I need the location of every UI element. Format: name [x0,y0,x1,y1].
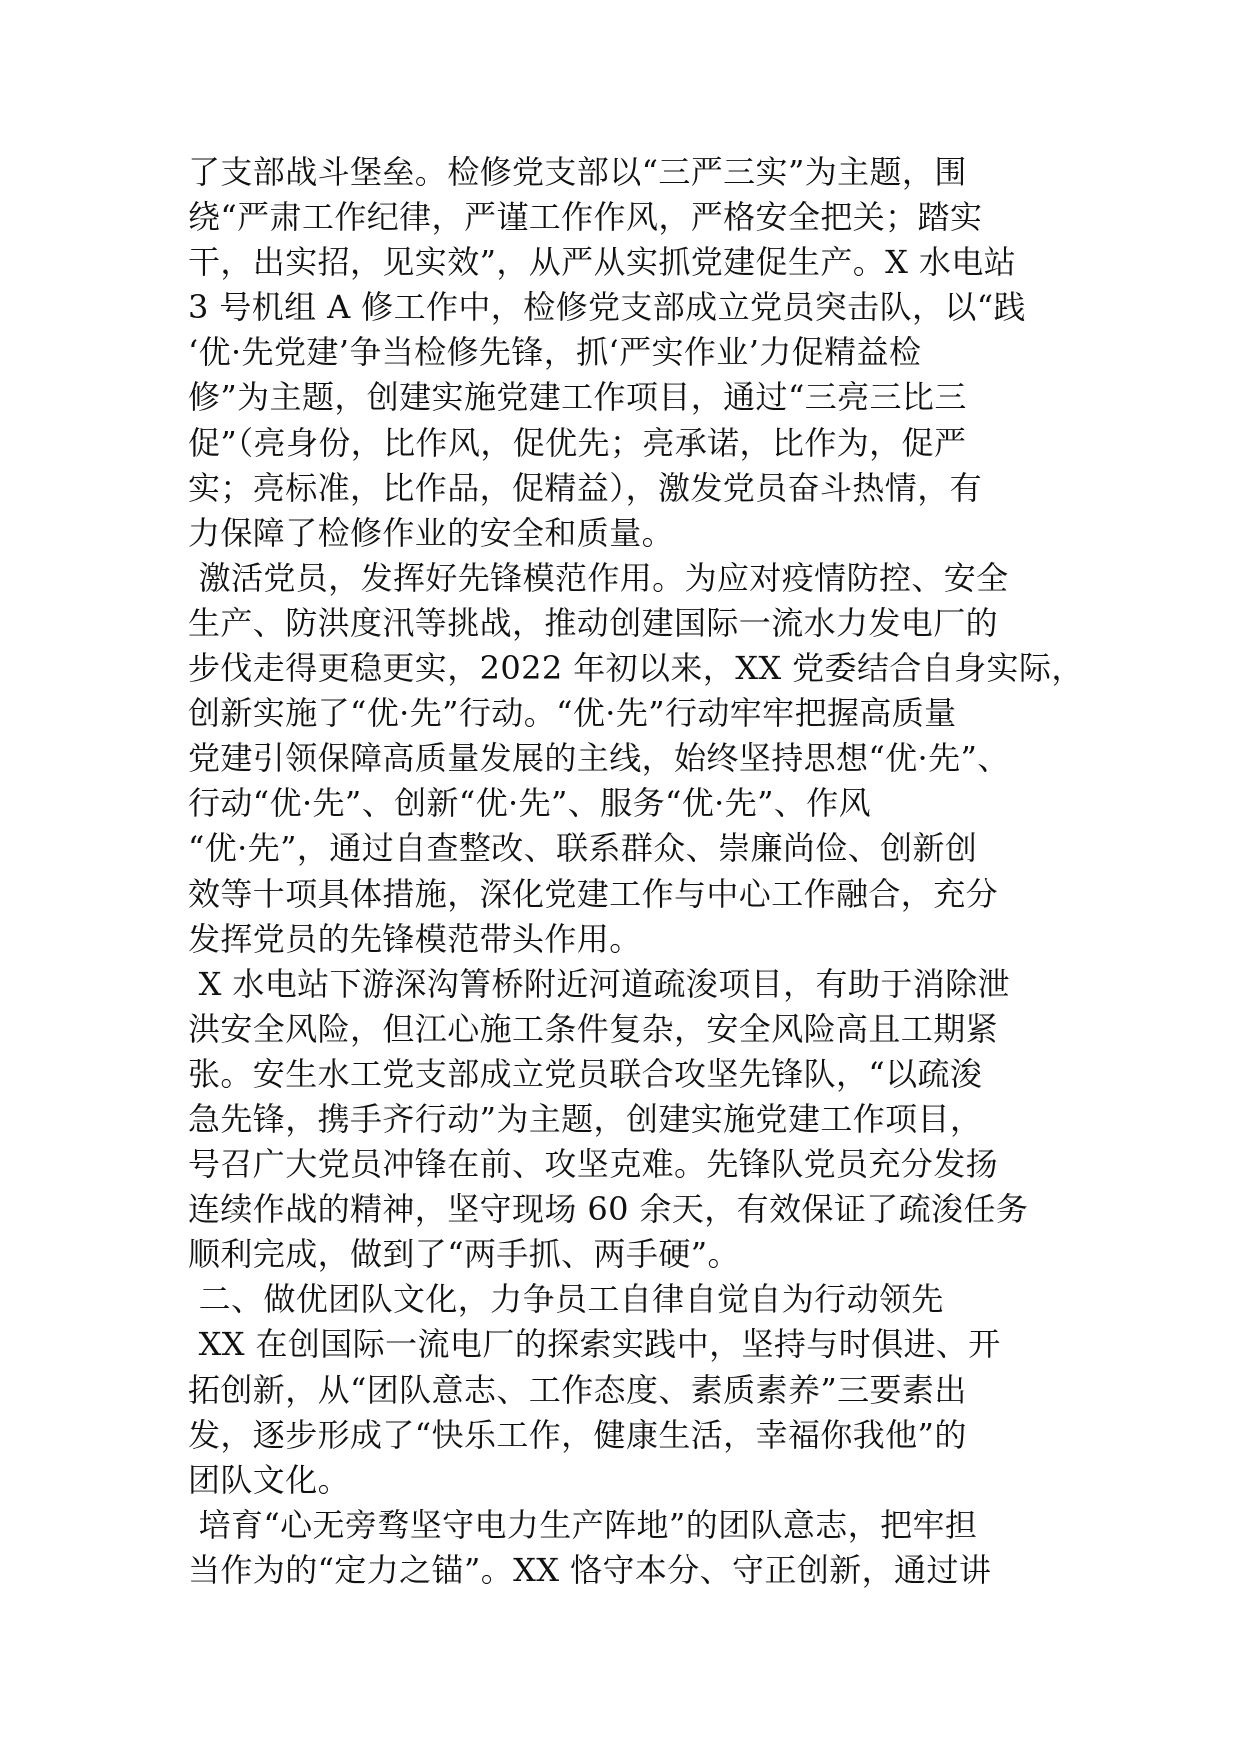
text-line: 号召广大党员冲锋在前、攻坚克难。先锋队党员充分发扬 [188,1145,999,1184]
text-line: 了支部战斗堡垒。检修党支部以“三严三实”为主题，围 [188,153,967,191]
text-line: 团队文化。 [188,1460,351,1499]
text-line: 行动“优·先”、创新“优·先”、服务“优·先”、作风 [188,784,872,823]
text-line: 拓创新，从“团队意志、工作态度、素质素养”三要素出 [188,1370,967,1409]
text-line: 培育“心无旁骛坚守电力生产阵地”的团队意志，把牢担 [188,1505,978,1544]
text-line: 力保障了检修作业的安全和质量。 [188,513,675,552]
text-line: 党建引领保障高质量发展的主线，始终坚持思想“优·先”、 [188,739,1010,778]
text-line: 实；亮标准，比作品，促精益），激发党员奋斗热情，有 [188,468,983,507]
text-line: 效等十项具体措施，深化党建工作与中心工作融合，充分 [188,874,999,913]
text-line: XX 在创国际一流电厂的探索实践中，坚持与时俱进、开 [188,1325,1001,1364]
text-line: 连续作战的精神，坚守现场 60 余天，有效保证了疏浚任务 [188,1190,1029,1229]
text-line: 促”（亮身份，比作风，促优先；亮承诺，比作为，促严 [188,423,967,462]
text-line: ‘优·先党建’争当检修先锋，抓‘严实作业’力促精益检 [188,333,922,372]
text-line: 步伐走得更稳更实，2022 年初以来，XX 党委结合自身实际， [188,649,1084,688]
text-line: 生产、防洪度汛等挑战，推动创建国际一流水力发电厂的 [188,603,999,642]
text-line: 发挥党员的先锋模范带头作用。 [188,919,642,958]
text-line: 干，出实招，见实效”，从严从实抓党建促生产。X 水电站 [188,243,1017,282]
text-line: “优·先”，通过自查整改、联系群众、崇廉尚俭、创新创 [188,829,978,868]
body-text [188,150,1084,1593]
text-line: 当作为的“定力之锚”。XX 恪守本分、守正创新，通过讲 [188,1550,992,1589]
text-line: 洪安全风险，但江心施工条件复杂，安全风险高且工期紧 [188,1009,999,1048]
text-line: 3 号机组 A 修工作中，检修党支部成立党员突击队，以“践 [188,288,1026,327]
text-line: 绕“严肃工作纪律，严谨工作作风，严格安全把关；踏实 [188,198,983,237]
text-line: 张。安生水工党支部成立党员联合攻坚先锋队，“以疏浚 [188,1054,983,1093]
text-line: 发，逐步形成了“快乐工作，健康生活，幸福你我他”的 [188,1415,967,1454]
text-line: 急先锋，携手齐行动”为主题，创建实施党建工作项目， [188,1099,983,1138]
text-line: 修”为主题，创建实施党建工作项目，通过“三亮三比三 [188,378,967,417]
section-heading: 二、做优团队文化，力争员工自律自觉自为行动领先 [188,1280,944,1319]
text-line: 激活党员，发挥好先锋模范作用。为应对疫情防控、安全 [188,558,1009,597]
text-line: 顺利完成，做到了“两手抓、两手硬”。 [188,1235,740,1274]
text-line: X 水电站下游深沟箐桥附近河道疏浚项目，有助于消除泄 [188,964,1010,1003]
text-line: 创新实施了“优·先”行动。“优·先”行动牢牢把握高质量 [188,694,957,733]
